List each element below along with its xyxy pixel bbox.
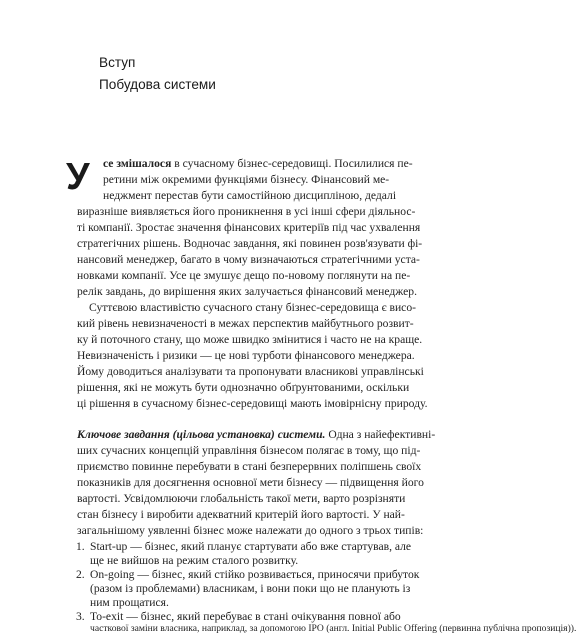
para2-line-4: Невизначеність і ризики — це нові турботи фінансового менеджера. [77,349,415,362]
intro-line-6: стратегічних рішень. Водночас завдання, які повинен розв'язувати фі- [77,237,423,250]
list-item-2-line-1: On-going — бізнес, який стійко розвивається, приносячи прибуток [90,568,420,581]
para3-line-5: вартості. Усвідомлюючи глобальність такої мети, варто розрізняти [77,492,406,505]
para2-line-7: ці рішення в сучасному бізнес-середовищі мають імовірнісну природу. [77,397,428,410]
intro-line-7: нансовий менеджер, багато в чому визначаються стратегічними уста- [77,253,420,266]
list-item-3-line-2: часткової заміни власника, наприклад, за допомогою IPO (англ. Initial Public Offering (первинна публічна пропозиція)). [90,623,576,634]
para2-line-1: Суттєвою властивістю сучасного стану бізнес-середовища є висо- [89,301,416,314]
intro-line-4: виразніше виявляється його проникнення в усі інші сфери діяльнос- [77,205,416,218]
section-title: Побудова системи [99,77,216,92]
para3-line-2: ших сучасних концепцій управління бізнесом полягає в тому, що під- [77,444,421,457]
para3-lead: Ключове завдання (цільова установка) системи. [77,428,326,441]
drop-cap: У [66,156,90,198]
list-number-2: 2. [76,568,85,581]
list-item-3-line-1: To-exit — бізнес, який перебуває в стані очікування повної або [90,610,401,623]
para3-line-6: стан бізнесу і виробити адекватний критерій його вартості. У най- [77,508,405,521]
intro-line-3: неджмент перестав бути самостійною дисципліною, дедалі [103,189,397,202]
para3-line-1: Ключове завдання (цільова установка) системи. Одна з найефективні- [77,428,436,441]
para2-line-6: рішення, які не можуть бути однозначно обґрунтованими, оскільки [77,381,410,394]
list-item-2-line-2: (разом із проблемами) власникам, і вони поки що не планують із [90,582,411,595]
para2-line-2: кий рівень невизначеності в межах перспектив майбутнього розвит- [77,317,414,330]
intro-line-8: новками компанії. Усе це змушує дещо по-новому поглянути на пе- [77,269,411,282]
para3-line-4: показників для досягнення основної мети бізнесу — підвищення його [77,476,424,489]
intro-line-5: ті компанії. Зростає значення фінансових критеріїв під час ухвалення [77,221,421,234]
section-label: Вступ [99,55,136,70]
para2-line-3: ку й поточного стану, що може швидко змінитися і часто не на краще. [77,333,423,346]
para3-line-3: приємство повинне перебувати в стані безперервних поліпшень своїх [77,460,422,473]
list-number-3: 3. [76,610,85,623]
intro-line-1: се змішалося в сучасному бізнес-середовищі. Посилилися пе- [103,157,413,170]
para2-line-5: Йому доводиться аналізувати та пропонувати власникові управлінські [77,365,424,378]
para3-line-7: загальнішому уявленні бізнес може належати до одного з трьох типів: [77,524,424,537]
intro-line-9: релік завдань, до вирішення яких залучається фінансовий менеджер. [77,285,417,298]
list-item-1-line-2: ще не вийшов на режим сталого розвитку. [90,554,299,567]
list-item-1-line-1: Start-up — бізнес, який планує стартувати або вже стартував, але [90,540,412,553]
list-number-1: 1. [76,540,85,553]
intro-line-2: ретини між окремими функціями бізнесу. Фінансовий ме- [103,173,390,186]
list-item-2-line-3: ним прощатися. [90,596,169,609]
intro-lead-bold: се змішалося [103,157,172,170]
